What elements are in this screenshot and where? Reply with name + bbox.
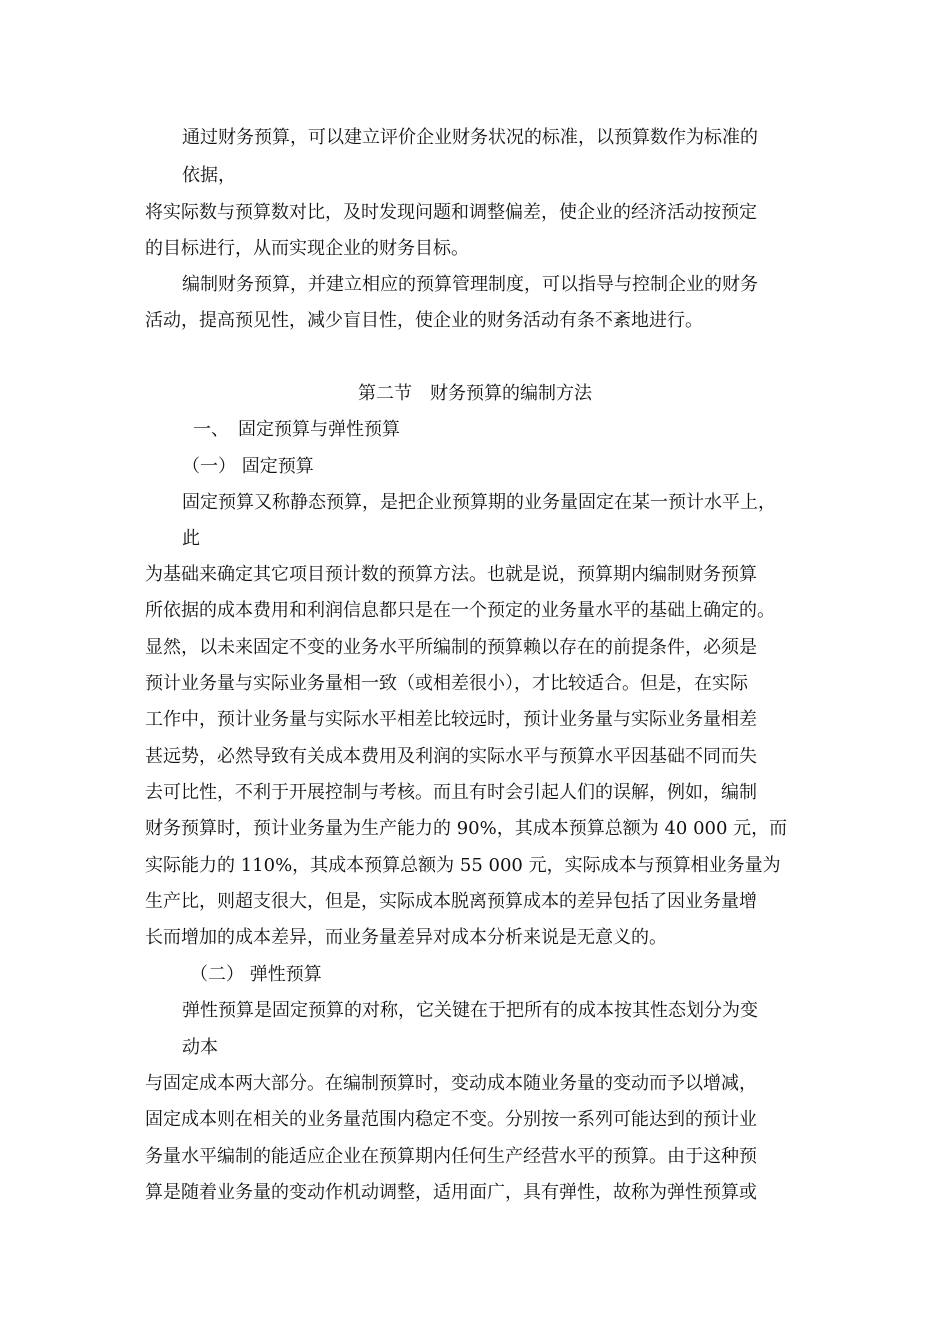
paragraph-line: 弹性预算是固定预算的对称，它关键在于把所有的成本按其性态划分为变 — [182, 1000, 758, 1021]
paragraph-line: 务量水平编制的能适应企业在预算期内任何生产经营水平的预算。由于这种预 — [145, 1146, 757, 1167]
paragraph-line: 此 — [182, 528, 200, 549]
paragraph-line: 活动，提高预见性，减少盲目性，使企业的财务活动有条不紊地进行。 — [145, 310, 703, 331]
paragraph-line: 财务预算时，预计业务量为生产能力的 90%，其成本预算总额为 40 000 元，而 — [145, 818, 788, 839]
paragraph-line: 将实际数与预算数对比，及时发现问题和调整偏差，使企业的经济活动按预定 — [145, 202, 757, 223]
section-title: 第二节 财务预算的编制方法 — [358, 383, 592, 404]
paragraph-line: 生产比，则超支很大，但是，实际成本脱离预算成本的差异包括了因业务量增 — [145, 891, 757, 912]
heading-fixed-flexible: 一、 固定预算与弹性预算 — [193, 419, 400, 440]
paragraph-line: 依据， — [182, 165, 236, 186]
paragraph-line: 预计业务量与实际业务量相一致（或相差很小），才比较适合。但是，在实际 — [145, 673, 748, 694]
paragraph-line: 显然，以未来固定不变的业务水平所编制的预算赖以存在的前提条件，必须是 — [145, 637, 757, 658]
paragraph-line: 动本 — [182, 1037, 218, 1058]
paragraph-line: 编制财务预算，并建立相应的预算管理制度，可以指导与控制企业的财务 — [182, 274, 758, 295]
paragraph-line: 工作中，预计业务量与实际水平相差比较远时，预计业务量与实际业务量相差 — [145, 709, 757, 730]
paragraph-line: 甚远势，必然导致有关成本费用及利润的实际水平与预算水平因基础不同而失 — [145, 746, 757, 767]
paragraph-line: 的目标进行，从而实现企业的财务目标。 — [145, 238, 469, 259]
paragraph-line: 算是随着业务量的变动作机动调整，适用面广，具有弹性，故称为弹性预算或 — [145, 1182, 757, 1203]
paragraph-line: 实际能力的 110%，其成本预算总额为 55 000 元，实际成本与预算相业务量为 — [145, 855, 781, 876]
paragraph-line: 为基础来确定其它项目预计数的预算方法。也就是说，预算期内编制财务预算 — [145, 564, 757, 585]
paragraph-line: 去可比性，不利于开展控制与考核。而且有时会引起人们的误解，例如，编制 — [145, 782, 757, 803]
paragraph-line: 与固定成本两大部分。在编制预算时，变动成本随业务量的变动而予以增减， — [145, 1073, 757, 1094]
paragraph-line: 长而增加的成本差异，而业务量差异对成本分析来说是无意义的。 — [145, 927, 667, 948]
paragraph-line: 所依据的成本费用和利润信息都只是在一个预定的业务量水平的基础上确定的。 — [145, 600, 775, 621]
paragraph-line: 通过财务预算，可以建立评价企业财务状况的标准，以预算数作为标准的 — [182, 127, 758, 148]
paragraph-line: 固定成本则在相关的业务量范围内稳定不变。分别按一系列可能达到的预计业 — [145, 1109, 757, 1130]
subheading-flexible-budget: （二） 弹性预算 — [190, 964, 322, 985]
paragraph-line: 固定预算又称静态预算，是把企业预算期的业务量固定在某一预计水平上， — [182, 492, 776, 513]
subheading-fixed-budget: （一） 固定预算 — [182, 456, 314, 477]
